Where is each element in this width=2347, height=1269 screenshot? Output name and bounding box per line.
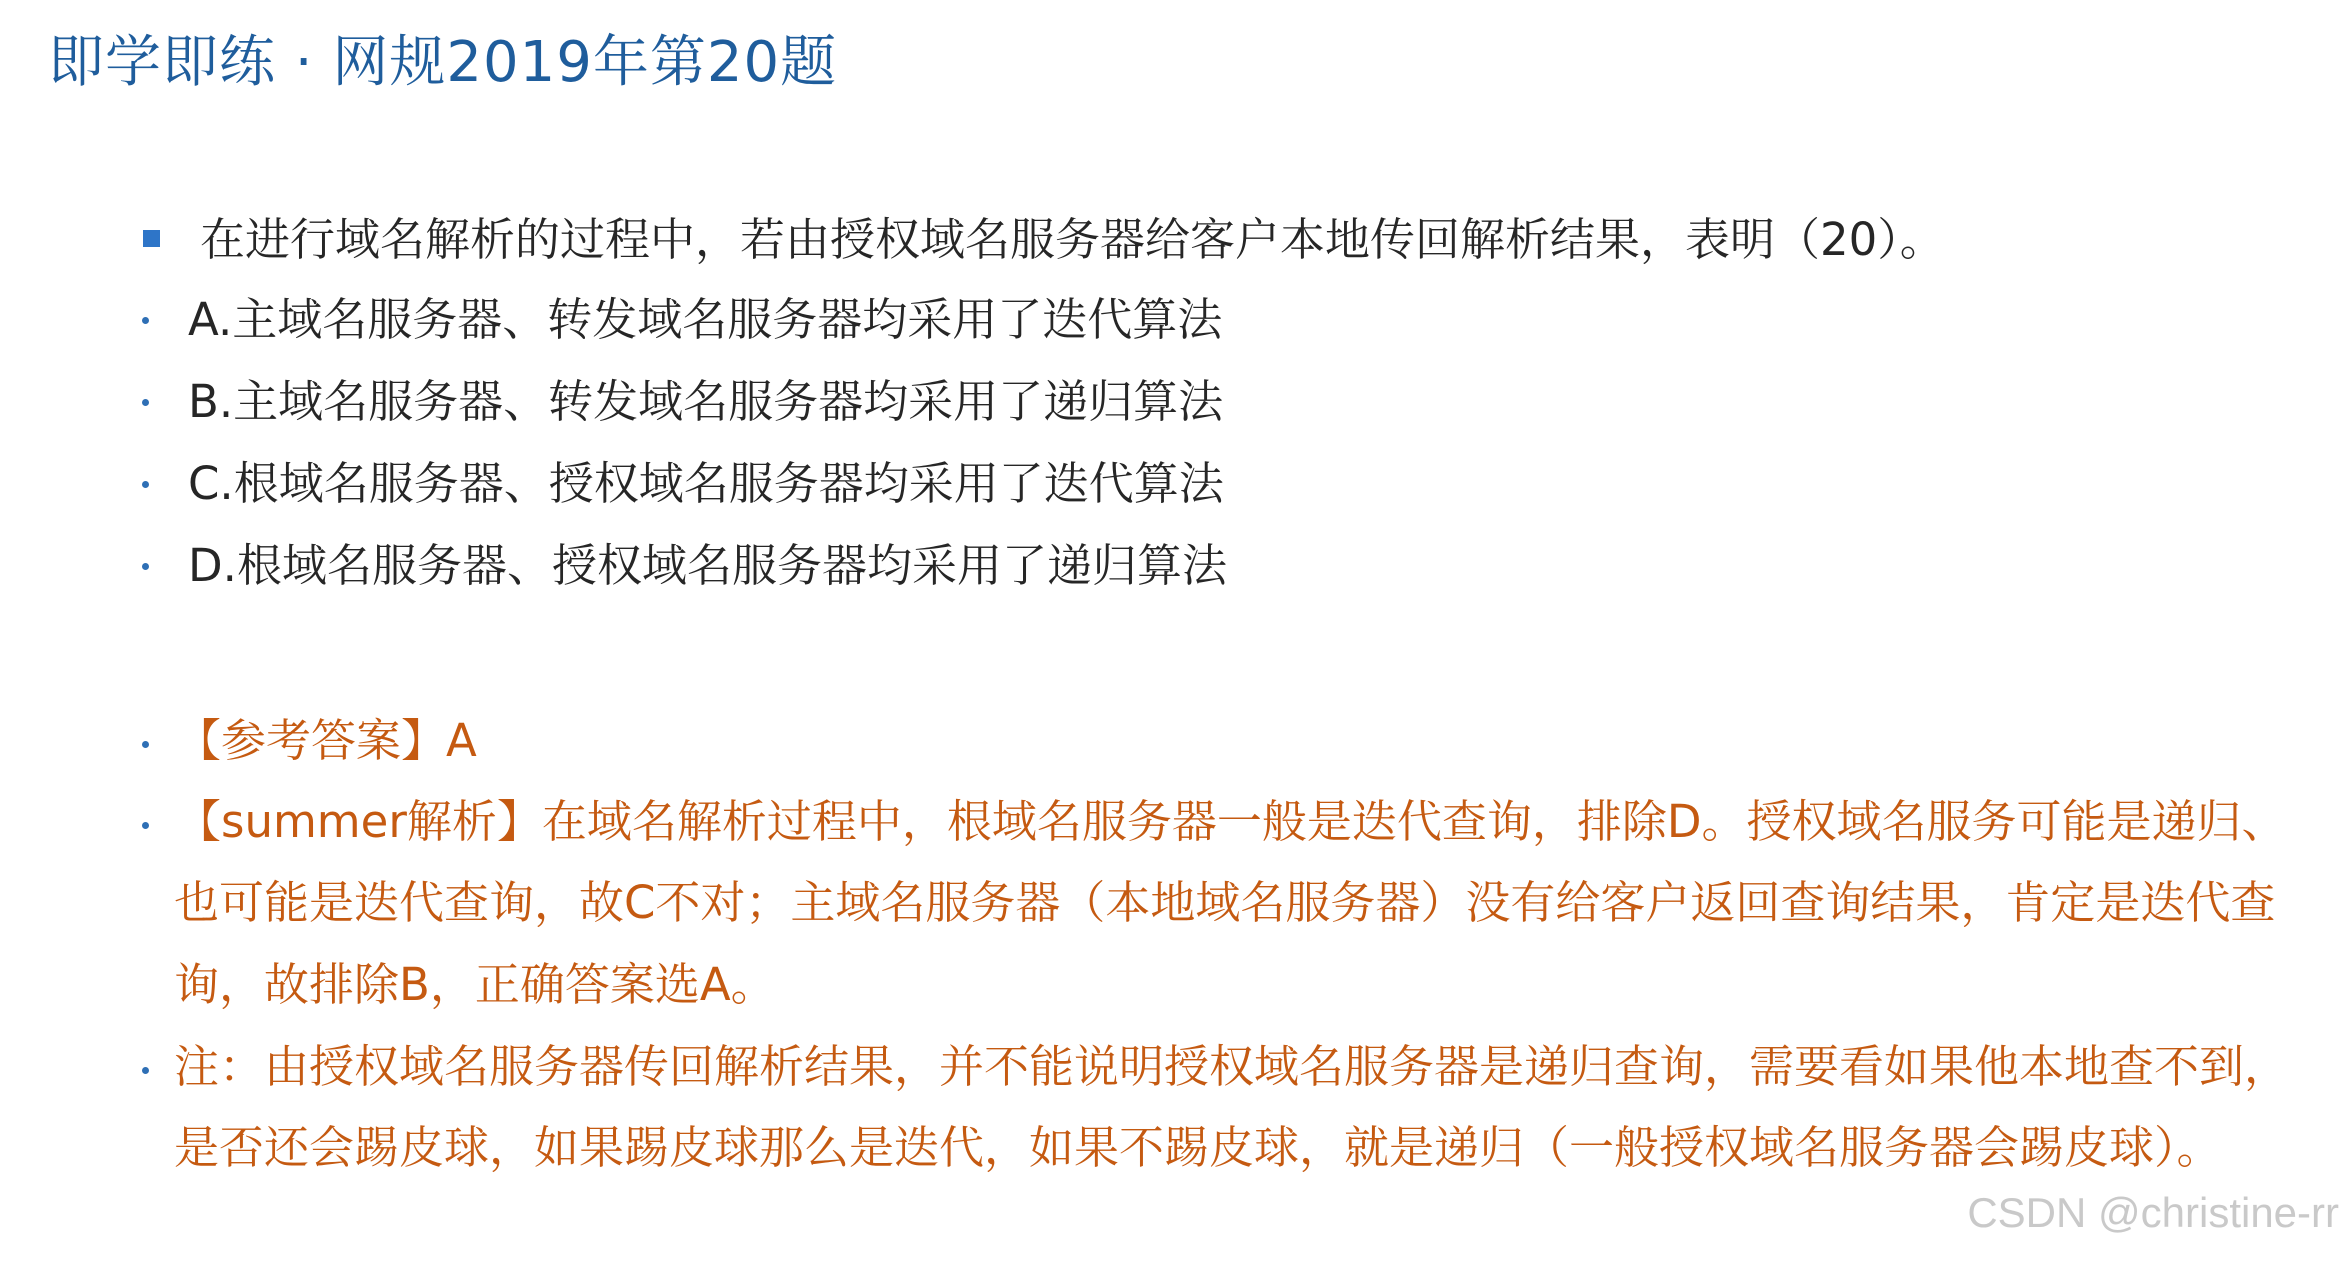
reference-answer: 【参考答案】A: [176, 714, 477, 767]
option-a: A.主域名服务器、转发域名服务器均采用了迭代算法: [188, 293, 1223, 346]
watermark: CSDN @christine-rr: [1967, 1189, 2339, 1236]
bullet-dot-icon: [142, 563, 149, 570]
note-line: 注：由授权域名服务器传回解析结果，并不能说明授权域名服务器是递归查询，需要看如果他本地查不到，: [174, 1040, 2290, 1093]
analysis-line: 【summer解析】在域名解析过程中，根域名服务器一般是迭代查询，排除D。授权域名服务可能是递归、: [176, 795, 2287, 848]
bullet-dot-icon: [142, 399, 149, 406]
bullet-dot-icon: [142, 741, 149, 748]
bullet-dot-icon: [142, 481, 149, 488]
note-line: 是否还会踢皮球，如果踢皮球那么是迭代，如果不踢皮球，就是递归（一般授权域名服务器会踢皮球）。: [174, 1121, 2222, 1174]
analysis-line: 询，故排除B，正确答案选A。: [174, 958, 776, 1011]
option-c: C.根域名服务器、授权域名服务器均采用了迭代算法: [188, 457, 1224, 510]
page-title: 即学即练 · 网规2019年第20题: [48, 30, 838, 95]
option-d: D.根域名服务器、授权域名服务器均采用了递归算法: [188, 539, 1227, 592]
bullet-dot-icon: [142, 317, 149, 324]
question-stem: 在进行域名解析的过程中，若由授权域名服务器给客户本地传回解析结果，表明（20）。: [200, 213, 1945, 266]
bullet-dot-icon: [142, 1067, 149, 1074]
analysis-line: 也可能是迭代查询，故C不对；主域名服务器（本地域名服务器）没有给客户返回查询结果，肯定是迭代查: [174, 876, 2276, 929]
square-bullet-icon: [143, 230, 160, 247]
bullet-dot-icon: [142, 822, 149, 829]
option-b: B.主域名服务器、转发域名服务器均采用了递归算法: [188, 375, 1224, 428]
